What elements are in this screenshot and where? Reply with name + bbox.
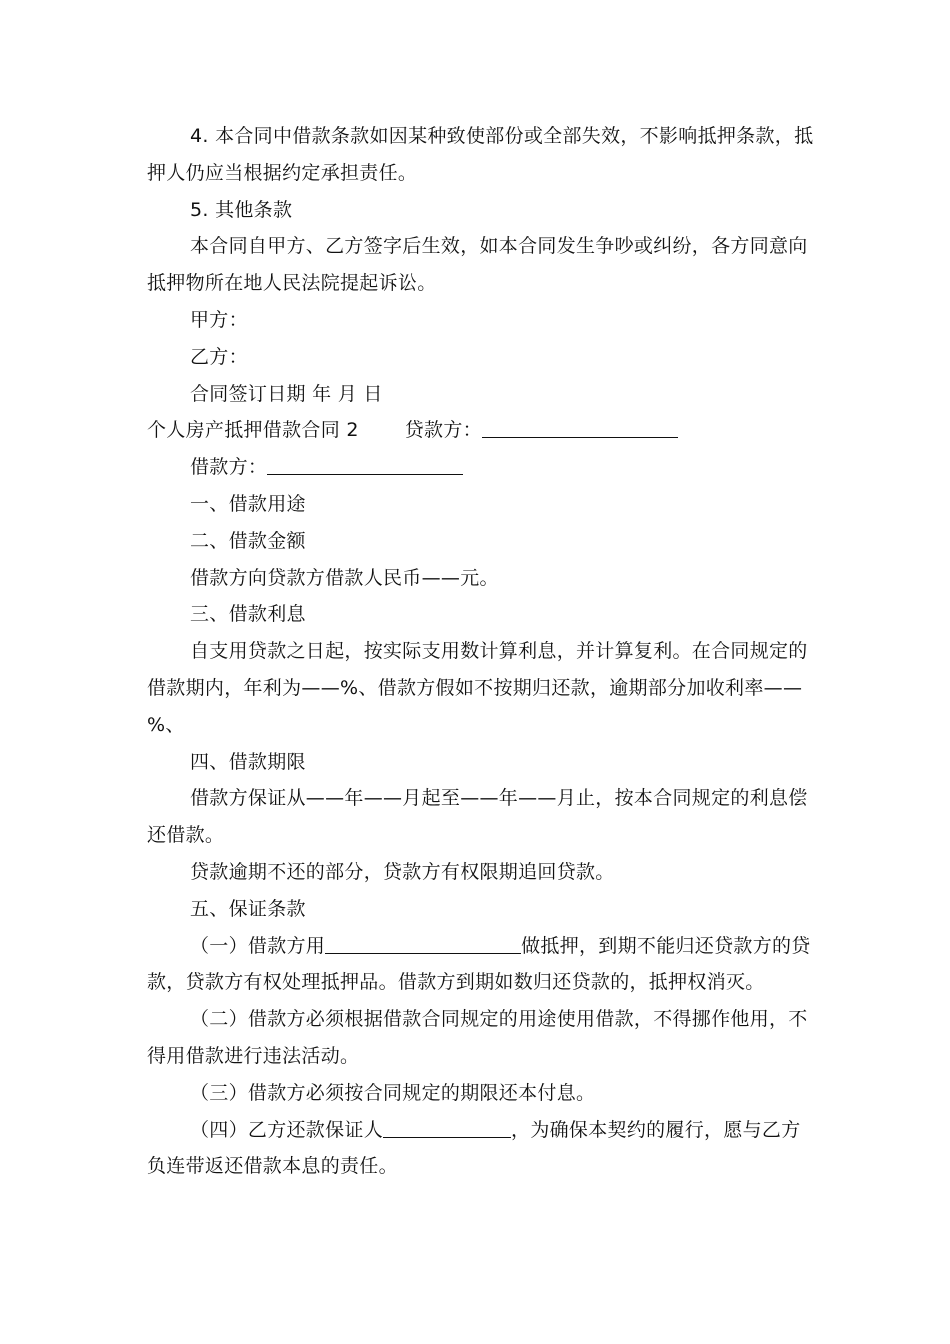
clause-5-paragraph: 本合同自甲方、乙方签字后生效，如本合同发生争吵或纠纷，各方同意向抵押物所在地人民法院提起诉讼。 <box>147 235 808 295</box>
guarantee-clause-3: （三）借款方必须按合同规定的期限还本付息。 <box>190 1081 596 1104</box>
borrower-label: 借款方： <box>190 456 268 479</box>
section-2-heading: 二、借款金额 <box>190 529 306 552</box>
section-4-heading: 四、借款期限 <box>190 750 306 773</box>
signing-date-line: 合同签订日期 年 月 日 <box>190 382 383 405</box>
borrower-blank <box>267 452 463 475</box>
party-a-line: 甲方： <box>190 308 248 331</box>
guarantee-clause-1-end: 做抵押，到期不能归还贷款方的贷款，贷款方有权处理抵押品。借款方到期如数归还贷款的，抵押权消灭。 <box>147 934 811 994</box>
lender-blank <box>482 415 678 438</box>
section-3-paragraph: 自支用贷款之日起，按实际支用数计算利息，并计算复利。在合同规定的借款期内，年利为——%、借款方假如不按期归还款，逾期部分加收利率——%、 <box>147 640 808 736</box>
guarantee-clause-1-start: （一）借款方用 <box>190 934 326 957</box>
guarantee-clause-2: （二）借款方必须根据借款合同规定的用途使用借款，不得挪作他用，不得用借款进行违法活动。 <box>147 1008 808 1067</box>
section-4-paragraph: 借款方保证从——年——月起至——年——月止，按本合同规定的利息偿还借款。 <box>147 787 808 847</box>
guarantee-clause-4 <box>147 1112 817 1186</box>
borrower-line <box>147 449 817 486</box>
lender-label: 贷款方： <box>404 419 482 442</box>
guarantee-clause-4-end: ，为确保本契约的履行，愿与乙方负连带返还借款本息的责任。 <box>147 1118 801 1178</box>
guarantee-clause-4-start: （四）乙方还款保证人 <box>190 1118 384 1141</box>
party-b-line: 乙方： <box>190 345 248 368</box>
guarantor-blank <box>383 1115 511 1138</box>
clause-4-paragraph: 4. 本合同中借款条款如因某种致使部份或全部失效，不影响抵押条款，抵押人仍应当根据约定承担责任。 <box>147 125 814 184</box>
guarantee-clause-1 <box>147 928 817 1002</box>
section-2-paragraph: 借款方向贷款方借款人民币——元。 <box>190 566 499 589</box>
document-body <box>147 118 817 1185</box>
section-3-heading: 三、借款利息 <box>190 603 306 626</box>
section-1-heading: 一、借款用途 <box>190 492 306 515</box>
contract-2-title: 个人房产抵押借款合同 2 <box>147 419 359 442</box>
clause-5-heading: 5. 其他条款 <box>190 198 293 221</box>
section-4-overdue-paragraph: 贷款逾期不还的部分，贷款方有权限期追回贷款。 <box>190 860 615 883</box>
collateral-blank <box>325 931 521 954</box>
section-5-heading: 五、保证条款 <box>190 897 306 920</box>
contract-2-title-line <box>147 412 817 449</box>
